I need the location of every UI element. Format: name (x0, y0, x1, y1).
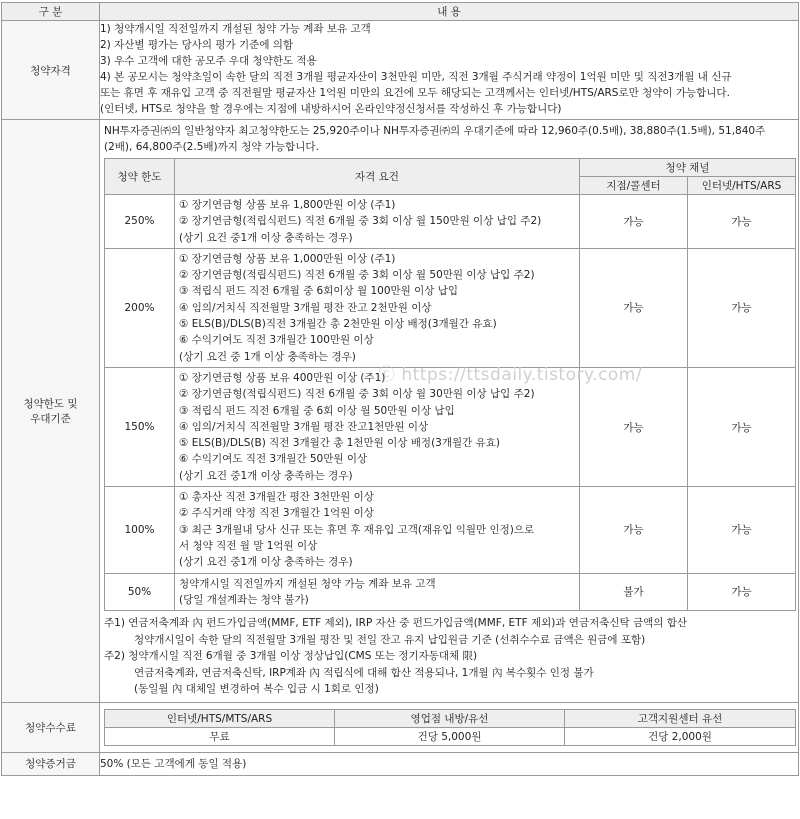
requirement-line: ⑤ ELS(B)/DLS(B) 직전 3개월간 총 1천만원 이상 배정(3개월간 유효) (179, 437, 501, 450)
deposit-label: 청약증거금 (2, 752, 100, 775)
requirement-line: (상기 요건 중 1개 이상 충족하는 경우) (179, 350, 356, 363)
limits-intro-line: NH투자증권㈜의 일반청약자 최고청약한도는 25,920주이나 NH투자증권㈜의 우대기준에 따라 12,960주(0.5배), 38,880주(1.5배), 51,840주 (104, 125, 766, 137)
row-requirements (175, 195, 580, 249)
eligibility-line: (인터넷, HTS로 청약을 할 경우에는 지점에 내방하시어 온라인약정신청서를 작성하신 후 가능합니다) (100, 103, 562, 115)
row-limit: 150% (105, 367, 175, 486)
eligibility-line: 1) 청약개시일 직전일까지 개설된 청약 가능 계좌 보유 고객 (100, 23, 371, 35)
note-line: 주2) 청약개시일 직전 6개월 중 3개월 이상 정상납입(CMS 또는 정기자동대체 限) (104, 650, 478, 663)
row-online: 가능 (688, 367, 796, 486)
eligibility-line: 2) 자산별 평가는 당사의 평가 기준에 의함 (100, 39, 294, 51)
row-online: 가능 (688, 487, 796, 573)
note-line: 연금저축계좌, 연금저축신탁, IRP계좌 內 적립식에 대해 합산 적용되나, 1개월 內 복수횟수 인정 불가 (134, 666, 594, 679)
requirement-line: ② 장기연금형(적립식펀드) 직전 6개월 중 3회 이상 월 150만원 이상 납입 주2) (179, 215, 542, 228)
watermark: ⓒ https://ttsdaily.tistory.com/ (378, 365, 643, 385)
table-row (105, 573, 796, 611)
requirement-line: (당일 개설계좌는 청약 불가) (179, 593, 309, 606)
requirement-line: ② 주식거래 약정 직전 3개월간 1억원 이상 (179, 507, 374, 520)
limits-header-online: 인터넷/HTS/ARS (688, 177, 796, 195)
limits-intro-line: (2배), 64,800주(2.5배)까지 청약 가능합니다. (104, 141, 319, 153)
limits-label-line2: 우대기준 (30, 412, 71, 425)
deposit-value: 50% (모든 고객에게 동일 적용) (100, 752, 799, 775)
row-limit: 200% (105, 248, 175, 367)
limits-label-line1: 청약한도 및 (23, 397, 78, 410)
eligibility-line: 또는 휴면 후 재유입 고객 중 직전월말 평균자산 1억원 미만의 요건에 모두 해당되는 고객께서는 인터넷/HTS/ARS로만 청약이 가능합니다. (100, 87, 730, 99)
fee-header-branch: 영업점 내방/유선 (335, 709, 565, 727)
row-online: 가능 (688, 195, 796, 249)
requirement-line: ③ 최근 3개월내 당사 신규 또는 휴면 후 재유입 고객(재유입 익월만 인정)으로 (179, 523, 535, 536)
eligibility-label: 청약자격 (2, 21, 100, 120)
requirement-line: 서 청약 직전 월 말 1억원 이상 (179, 539, 318, 552)
row-branch: 가능 (580, 248, 688, 367)
requirement-line: ⑥ 수익기여도 직전 3개월간 100만원 이상 (179, 334, 374, 347)
fee-table (104, 709, 796, 746)
row-requirements (175, 487, 580, 573)
table-header-row (2, 3, 799, 21)
eligibility-row (2, 21, 799, 120)
table-row (105, 367, 796, 486)
requirement-line: ③ 적립식 펀드 직전 6개월 중 6회이상 월 100만원 이상 납입 (179, 285, 459, 298)
requirement-line: (상기 요건 중1개 이상 충족하는 경우) (179, 231, 353, 244)
table-row (105, 195, 796, 249)
eligibility-line: 4) 본 공모시는 청약초일이 속한 달의 직전 3개월 평균자산이 3천만원 미만, 직전 3개월 주식거래 약정이 1억원 미만 및 직전3개월 내 신규 (100, 71, 732, 83)
limits-header-requirement: 자격 요건 (175, 159, 580, 195)
row-branch: 가능 (580, 367, 688, 486)
fee-value-online: 무료 (105, 727, 335, 745)
requirement-line: ② 장기연금형(적립식펀드) 직전 6개월 중 3회 이상 월 30만원 이상 납입 주2) (179, 388, 535, 401)
requirement-line: ① 장기연금형 상품 보유 1,800만원 이상 (주1) (179, 199, 396, 211)
limits-label (2, 120, 100, 703)
subscription-guide-table (1, 2, 799, 776)
limits-header-channel: 청약 채널 (580, 159, 796, 177)
fee-content (100, 702, 799, 752)
limits-header-limit: 청약 한도 (105, 159, 175, 195)
limits-header-branch: 지점/콜센터 (580, 177, 688, 195)
row-online: 가능 (688, 573, 796, 611)
header-category: 구 분 (2, 3, 100, 21)
requirement-line: ④ 임의/거치식 직전월말 3개월 평잔 잔고 2천만원 이상 (179, 301, 432, 314)
eligibility-line: 3) 우수 고객에 대한 공모주 우대 청약한도 적용 (100, 55, 317, 67)
row-requirements (175, 248, 580, 367)
requirement-line: ② 장기연금형(적립식펀드) 직전 6개월 중 3회 이상 월 50만원 이상 납입 주2) (179, 269, 535, 282)
fee-header-online: 인터넷/HTS/MTS/ARS (105, 709, 335, 727)
note-line: (동일월 內 대체일 변경하여 복수 입금 시 1회로 인정) (134, 683, 379, 696)
header-content: 내 용 (100, 3, 799, 21)
requirement-line: ① 장기연금형 상품 보유 1,000만원 이상 (주1) (179, 252, 396, 265)
requirement-line: ⑤ ELS(B)/DLS(B)직전 3개월간 총 2천만원 이상 배정(3개월간 유효) (179, 318, 497, 331)
eligibility-content (100, 21, 799, 120)
row-limit: 250% (105, 195, 175, 249)
fee-label: 청약수수료 (2, 702, 100, 752)
requirement-line: 청약개시일 직전일까지 개설된 청약 가능 계좌 보유 고객 (179, 577, 436, 590)
fee-header-callcenter: 고객지원센터 유선 (565, 709, 796, 727)
requirement-line: ④ 임의/거치식 직전월말 3개월 평잔 잔고1천만원 이상 (179, 420, 429, 433)
fee-value-callcenter: 건당 2,000원 (565, 727, 796, 745)
row-limit: 50% (105, 573, 175, 611)
fee-header-row (105, 709, 796, 727)
requirement-line: ① 총자산 직전 3개월간 평잔 3천만원 이상 (179, 491, 374, 504)
fee-value-row (105, 727, 796, 745)
row-online: 가능 (688, 248, 796, 367)
deposit-row (2, 752, 799, 775)
limits-row (2, 120, 799, 703)
row-branch: 불가 (580, 573, 688, 611)
requirement-line: ⑥ 수익기여도 직전 3개월간 50만원 이상 (179, 453, 368, 466)
note-line: 청약개시일이 속한 달의 직전월말 3개월 평잔 및 전일 잔고 유지 납입원금 기준 (선취수수료 금액은 원금에 포함) (134, 633, 646, 646)
table-row (105, 487, 796, 573)
requirement-line: ③ 적립식 펀드 직전 6개월 중 6회 이상 월 50만원 이상 납입 (179, 404, 455, 417)
note-line: 주1) 연금저축계좌 內 펀드가입금액(MMF, ETF 제외), IRP 자산 중 펀드가입금액(MMF, ETF 제외)과 연금저축신탁 금액의 합산 (104, 617, 688, 630)
fee-row (2, 702, 799, 752)
fee-value-branch: 건당 5,000원 (335, 727, 565, 745)
requirement-line: (상기 요건 중1개 이상 충족하는 경우) (179, 469, 353, 482)
row-branch: 가능 (580, 195, 688, 249)
row-requirements (175, 367, 580, 486)
limits-notes (100, 614, 798, 702)
row-limit: 100% (105, 487, 175, 573)
limits-content (100, 120, 799, 703)
row-branch: 가능 (580, 487, 688, 573)
limits-table-header (105, 159, 796, 177)
table-row (105, 248, 796, 367)
requirement-line: (상기 요건 중1개 이상 충족하는 경우) (179, 556, 353, 569)
row-requirements (175, 573, 580, 611)
requirement-line: ① 장기연금형 상품 보유 400만원 이상 (주1) (179, 371, 386, 384)
